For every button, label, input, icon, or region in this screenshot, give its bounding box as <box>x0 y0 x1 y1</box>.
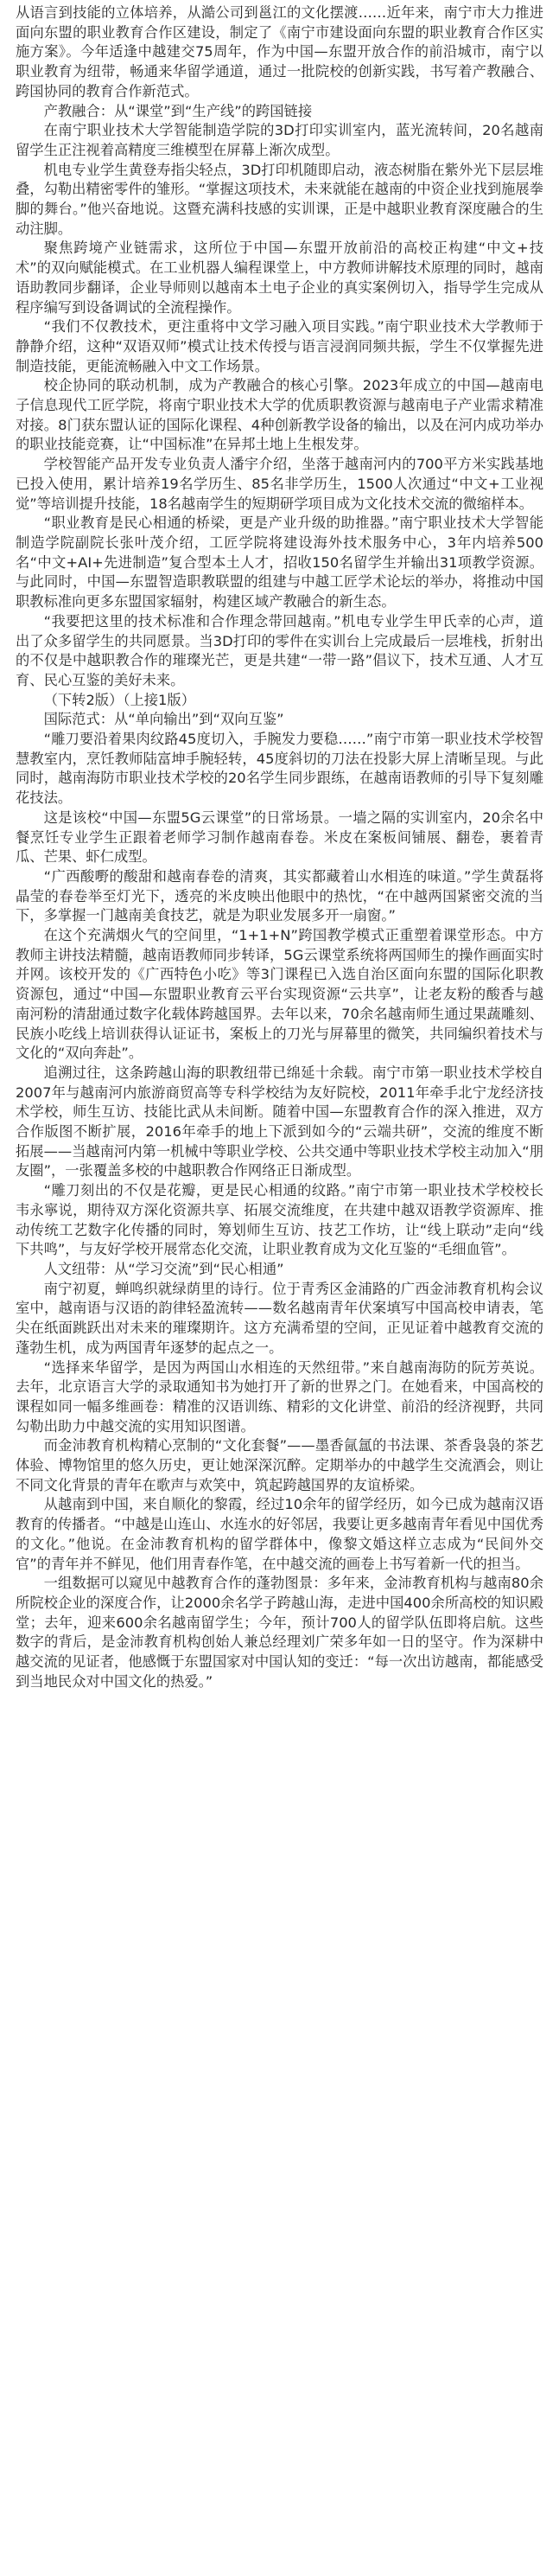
paragraph: 一组数据可以窥见中越教育合作的蓬勃图景：多年来，金沛教育机构与越南80余所院校企业的深度合作，让2000余名学子跨越山海，走进中国400余所高校的知识殿堂；去年，迎来600余名越南留学生；今年，预计700人的留学队伍即将启航。这些数字的背后，是金沛教育机构创始人兼总经理刘广荣多年如一日的坚守。作为深耕中越交流的见证者，他感慨于东盟国家对中国认知的变迁：“每一次出访越南，都能感受到当地民众对中国文化的热爱。” <box>16 1575 543 1690</box>
paragraph: “雕刀刻出的不仅是花瓣，更是民心相通的纹路。”南宁市第一职业技术学校校长韦永寧说，期待双方深化资源共享、拓展交流维度，在共建中越双语教学资源库、推动传统工艺数字化传播的同时，筹划师生互访、技艺工作坊，让“线上联动”走向“线下共鸣”，与友好学校开展常态化交流，让职业教育成为文化互鉴的“毛细血管”。 <box>16 1182 543 1258</box>
paragraph: 从越南到中国，来自顺化的黎霞，经过10余年的留学经历，如今已成为越南汉语教育的传播者。“中越是山连山、水连水的好邻居，我要让更多越南青年看见中国优秀的文化。”他说。在金沛教育机构的留学群体中，像黎文婚这样立志成为“民间外交官”的青年并不鲜见，他们用青春作笔，在中越交流的画卷上书写着新一代的担当。 <box>16 1496 543 1572</box>
page-continuation-note: （下转2版）（上接1版） <box>43 691 195 708</box>
paragraph: “我要把这里的技术标准和合作理念带回越南。”机电专业学生甲氏幸的心声，道出了众多留学生的共同愿景。当3D打印的零件在实训台上完成最后一层堆栈，折射出的不仅是中越职教合作的璀璨光芒，更是共建“一带一路”倡议下，技术互通、人才互育、民心互鉴的美好未来。 <box>16 612 543 688</box>
paragraph: “选择来华留学，是因为两国山水相连的天然纽带。”来自越南海防的阮芳英说。去年，北京语言大学的录取通知书为她打开了新的世界之门。在她看来，中国高校的课程如同一幅多维画卷：精准的汉语训练、精彩的文化讲堂、前沿的经济视野，共同勾勒出助力中越交流的实用知识图谱。 <box>16 1358 543 1435</box>
paragraph: 机电专业学生黄登寿指尖轻点，3D打印机随即启动，液态树脂在紫外光下层层堆叠，勾勒出精密零件的雏形。“掌握这项技术，未来就能在越南的中资企业找到施展拳脚的舞台。”他兴奋地说。这暨充满科技感的实训课，正是中越职业教育深度融合的生动注脚。 <box>16 161 543 237</box>
section-heading-cultural-bond: 人文纽带：从“学习交流”到“民心相通” <box>43 1261 284 1277</box>
paragraph: 在南宁职业技术大学智能制造学院的3D打印实训室内，蓝光流转间，20名越南留学生正注视着高精度三维模型在屏幕上渐次成型。 <box>16 122 543 158</box>
section-heading-industry-education: 产教融合：从“课堂”到“生产线”的跨国链接 <box>43 102 313 119</box>
paragraph: “我们不仅教技术，更注重将中文学习融入项目实践。”南宁职业技术大学教师于静静介绍，这种“双语双师”模式让技术传授与语言浸润同频共振，学生不仅掌握先进制造技能，更能流畅融入中文工作场景。 <box>16 318 543 374</box>
paragraph-intro: 从语言到技能的立体培养，从澔公司到邕江的文化摆渡……近年来，南宁市大力推进面向东盟的职业教育合作区建设，制定了《南宁市建设面向东盟的职业教育合作区实施方案》。今年适逢中越建交75周年，作为中国—东盟开放合作的前沿城市，南宁以职业教育为纽带，畅通来华留学通道，通过一批院校的创新实践，书写着产教融合、跨国协同的教育合作新范式。 <box>16 4 543 99</box>
paragraph: 在这个充满烟火气的空间里，“1+1+N”跨国教学模式正重塑着课堂形态。中方教师主讲技法精髓，越南语教师同步转译，5G云课堂系统将两国师生的操作画面实时并网。该校开发的《广西特色小吃》等3门课程已入选自治区面向东盟的国际化职教资源包，通过“中国—东盟职业教育云平台实现资源“云共享”，让老友粉的酸香与越南河粉的清甜通过数字化载体跨越国界。去年以来，70余名越南师生通过果蔬雕刻、民族小吃线上培训获得认证证书，案板上的刀光与屏幕里的微笑，共同编织着技术与文化的“双向奔赴”。 <box>16 927 543 1062</box>
paragraph: “广西酸嘢的酸甜和越南春卷的清爽，其实都藏着山水相连的味道。”学生黄磊将晶莹的春卷举至灯光下，透亮的米皮映出他眼中的热忱，“在中越两国紧密交流的当下，多掌握一门越南美食技艺，就是为职业发展多开一扇窗。” <box>16 867 543 924</box>
paragraph: 聚焦跨境产业链需求，这所位于中国—东盟开放前沿的高校正构建“中文+技术”的双向赋能模式。在工业机器人编程课堂上，中方教师讲解技术原理的同时，越南语助教同步翻译，企业导师则以越南本土电子企业的真实案例切入，指导学生完成从程序编写到设备调试的全流程操作。 <box>16 240 543 316</box>
paragraph: 追溯过往，这条跨越山海的职教纽带已绵延十余载。南宁市第一职业技术学校自2007年与越南河内旅游商贸高等专科学校结为友好院校，2011年牵手北宁龙经济技术学校，师生互访、技能比武从未间断。随着中国—东盟教育合作的深入推进，双方合作版图不断扩展，2016年牵手的地上下派到如今的“云端共研”，交流的维度不断拓展——当越南河内第一机械中等职业学校、公共交通中等职业技术学校主动加入“朋友圈”，一张覆盖多校的中越职教合作网络正日渐成型。 <box>16 1064 543 1179</box>
paragraph: 而金沛教育机构精心烹制的“文化套餐”——墨香氤氲的书法课、茶香袅袅的茶艺体验、博物馆里的悠久历史，更让她深深沉醉。定期举办的中越学生交流酒会，则让不同文化背景的青年在歌声与欢笑中，筑起跨越国界的友谊桥梁。 <box>16 1437 543 1493</box>
paragraph: “雕刀要沿着果肉纹路45度切入，手腕发力要稳……”南宁市第一职业技术学校智慧教室内，烹饪教师陆富坤手腕轻转，45度斜切的刀法在投影大屏上清晰呈现。与此同时，越南海防市职业技术学校的20名学生同步跟练，在越南语教师的引导下复刻雕花技法。 <box>16 731 543 807</box>
paragraph: “职业教育是民心相通的桥梁，更是产业升级的助推器。”南宁职业技术大学智能制造学院副院长张叶茂介绍，工匠学院将建设海外技术服务中心，3年内培养500名“中文+AI+先进制造”复合型本土人才，招收150名留学生并输出31项教学资源。与此同时，中国—东盟智造职教联盟的组建与中越工匠学术论坛的举办，将推动中国职教标准向更多东盟国家辐射，构建区域产教融合的新生态。 <box>16 515 543 610</box>
section-heading-international-paradigm: 国际范式：从“单向输出”到“双向互鉴” <box>43 711 284 728</box>
paragraph: 学校智能产品开发专业负责人潘宇介绍，坐落于越南河内的700平方米实践基地已投入使用，累计培养19名学历生、85名非学历生，1500人次通过“中文+工业视觉”等培训提升技能，18名越南学生的短期研学项目成为文化技术交流的微缩样本。 <box>16 456 543 512</box>
paragraph: 这是该校“中国—东盟5G云课堂”的日常场景。一墙之隔的实训室内，20余名中餐烹饪专业学生正跟着老师学习制作越南春卷。米皮在案板间铺展、翻卷，裹着青瓜、芒果、虾仁成型。 <box>16 809 543 866</box>
paragraph: 校企协同的联动机制，成为产教融合的核心引擎。2023年成立的中国—越南电子信息现代工匠学院，将南宁职业技术大学的优质职教资源与越南电子产业需求精准对接。8门获东盟认证的国际化课程、4种创新教学设备的输出，以及在河内成功举办的职业技能竞赛，让“中国标准”在异邦土地上生根发芽。 <box>16 377 543 453</box>
paragraph: 南宁初夏，蝉鸣织就绿荫里的诗行。位于青秀区金浦路的广西金沛教育机构会议室中，越南语与汉语的韵律轻盈流转——数名越南青年伏案填写中国高校申请表，笔尖在纸面跳跃出对未来的璀璨期许。这方充满希望的空间，正见证着中越教育交流的蓬勃生机，成为两国青年逐梦的起点之一。 <box>16 1280 543 1356</box>
